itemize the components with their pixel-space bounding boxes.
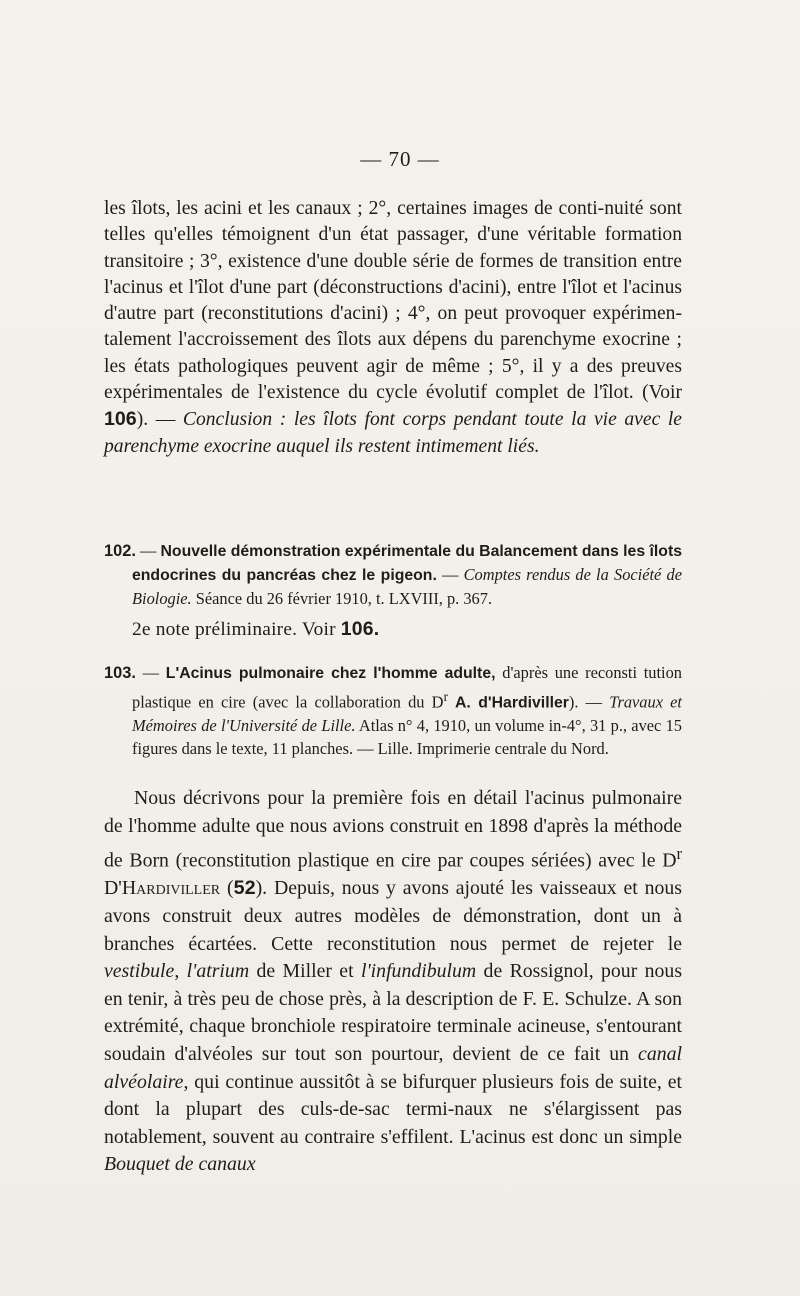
paragraph-text: ). Depuis, nous y avons ajouté les vaisseaux et nous avons construit deux autres modèles de démonstration, dont un à branches écartées. Cette reconstitution nous permet de rejeter le — [104, 877, 682, 955]
paragraph-text: , — [174, 960, 187, 983]
paragraph-text: ). — — [136, 409, 183, 431]
cross-reference: 52 — [233, 877, 256, 900]
cross-reference: 106. — [340, 618, 380, 640]
italic-term: l'infundibulum — [360, 960, 477, 983]
author-name: D'Hardiviller — [104, 877, 221, 900]
entry-dash: — — [135, 663, 166, 682]
entry-dash: — — [135, 541, 161, 560]
bibliography-entry-102 — [104, 540, 682, 610]
cross-reference: 106 — [104, 408, 137, 431]
note-text: 2e note préliminaire. Voir — [132, 619, 341, 640]
bibliography-entry-103 — [104, 662, 682, 761]
italic-term: vestibule — [104, 960, 175, 983]
collaborator-name: A. d'Hardiviller — [448, 694, 569, 712]
paragraph-text: Nous décrivons pour la première fois en détail l'acinus pulmonaire de l'homme adulte que nous avions construit en 1898 d'après la méthode de Born (reconstitution plastique en cire par coupes sériées) avec le D — [104, 787, 682, 872]
paragraph-description — [104, 785, 682, 1179]
entry-note — [132, 618, 379, 641]
italic-term: Bouquet de canaux — [104, 1153, 256, 1176]
journal-name: Comptes rendus de la Société de Biologie. — [132, 564, 682, 608]
entry-number: 103. — [104, 664, 136, 682]
title-abbrev: r — [676, 844, 682, 864]
paragraph-text: de Rossignol, pour nous en tenir, à très peu de chose près, à la description de F. E. Schulze. A son extrémité, chaque bronchiole respiratoire terminale acineuse, s'entourant soudain d'alvéoles sur tout son pourtour, devient de ce fait un — [104, 960, 683, 1065]
paragraph-text: les îlots, les acini et les canaux ; 2°, certaines images de conti-nuité sont telles qu'elles témoignent d'un état passager, d'une véritable formation transitoire ; 3°, existence d'une double série de formes de transition entre l'acinus et l'îlot d'une part (déconstructions d'acini), entre l'îlot et l'acinus d'autre part (reconstitutions d'acini) ; 4°, on peut provoquer expérimen-talement l'accroissement des îlots aux dépens du parenchyme exocrine ; les états pathologiques peuvent agir de même ; 5°, il y a des preuves expérimentales de l'existence du cycle évolutif complet de l'îlot. (Voir — [104, 198, 682, 404]
italic-term: l'atrium — [186, 960, 250, 983]
paragraph-text: ( — [220, 877, 234, 900]
entry-details: Atlas n° 4, 1910, un volume in-4°, 31 p., avec 15 figures dans le texte, 11 planches. — Lille. Imprimerie centrale du Nord. — [132, 716, 682, 758]
entry-details: Séance du 26 février 1910, t. LXVIII, p. 367. — [191, 588, 493, 608]
title-abbrev: r — [443, 688, 449, 704]
conclusion-text: Conclusion : les îlots font corps pendant toute la vie avec le parenchyme exocrine auquel ils restent intimement liés. — [104, 409, 682, 457]
entry-separator: — — [436, 564, 464, 584]
entry-text: d'après une reconsti tution plastique en cire (avec la collaboration du D — [132, 663, 683, 712]
journal-name: Travaux et Mémoires de l'Université de Lille. — [132, 692, 682, 736]
entry-title: Nouvelle démonstration expérimentale du Balancement dans les îlots endocrines du pancréas chez le pigeon. — [132, 543, 682, 584]
paragraph-text: , qui continue aussitôt à se bifurquer plusieurs fois de suite, et dont la plupart des culs-de-sac termi-naux ne s'élargissent pas notablement, souvent au contraire s'effilent. L'acinus est donc un simple — [104, 1070, 682, 1148]
paragraph-continuation — [104, 196, 682, 460]
paragraph-text: de Miller et — [249, 960, 361, 983]
italic-term: canal alvéolaire — [104, 1042, 682, 1093]
entry-text: ). — — [568, 692, 610, 712]
entry-number: 102. — [104, 542, 136, 560]
page-number: — 70 — — [360, 147, 440, 171]
entry-title: L'Acinus pulmonaire chez l'homme adulte, — [165, 665, 496, 682]
